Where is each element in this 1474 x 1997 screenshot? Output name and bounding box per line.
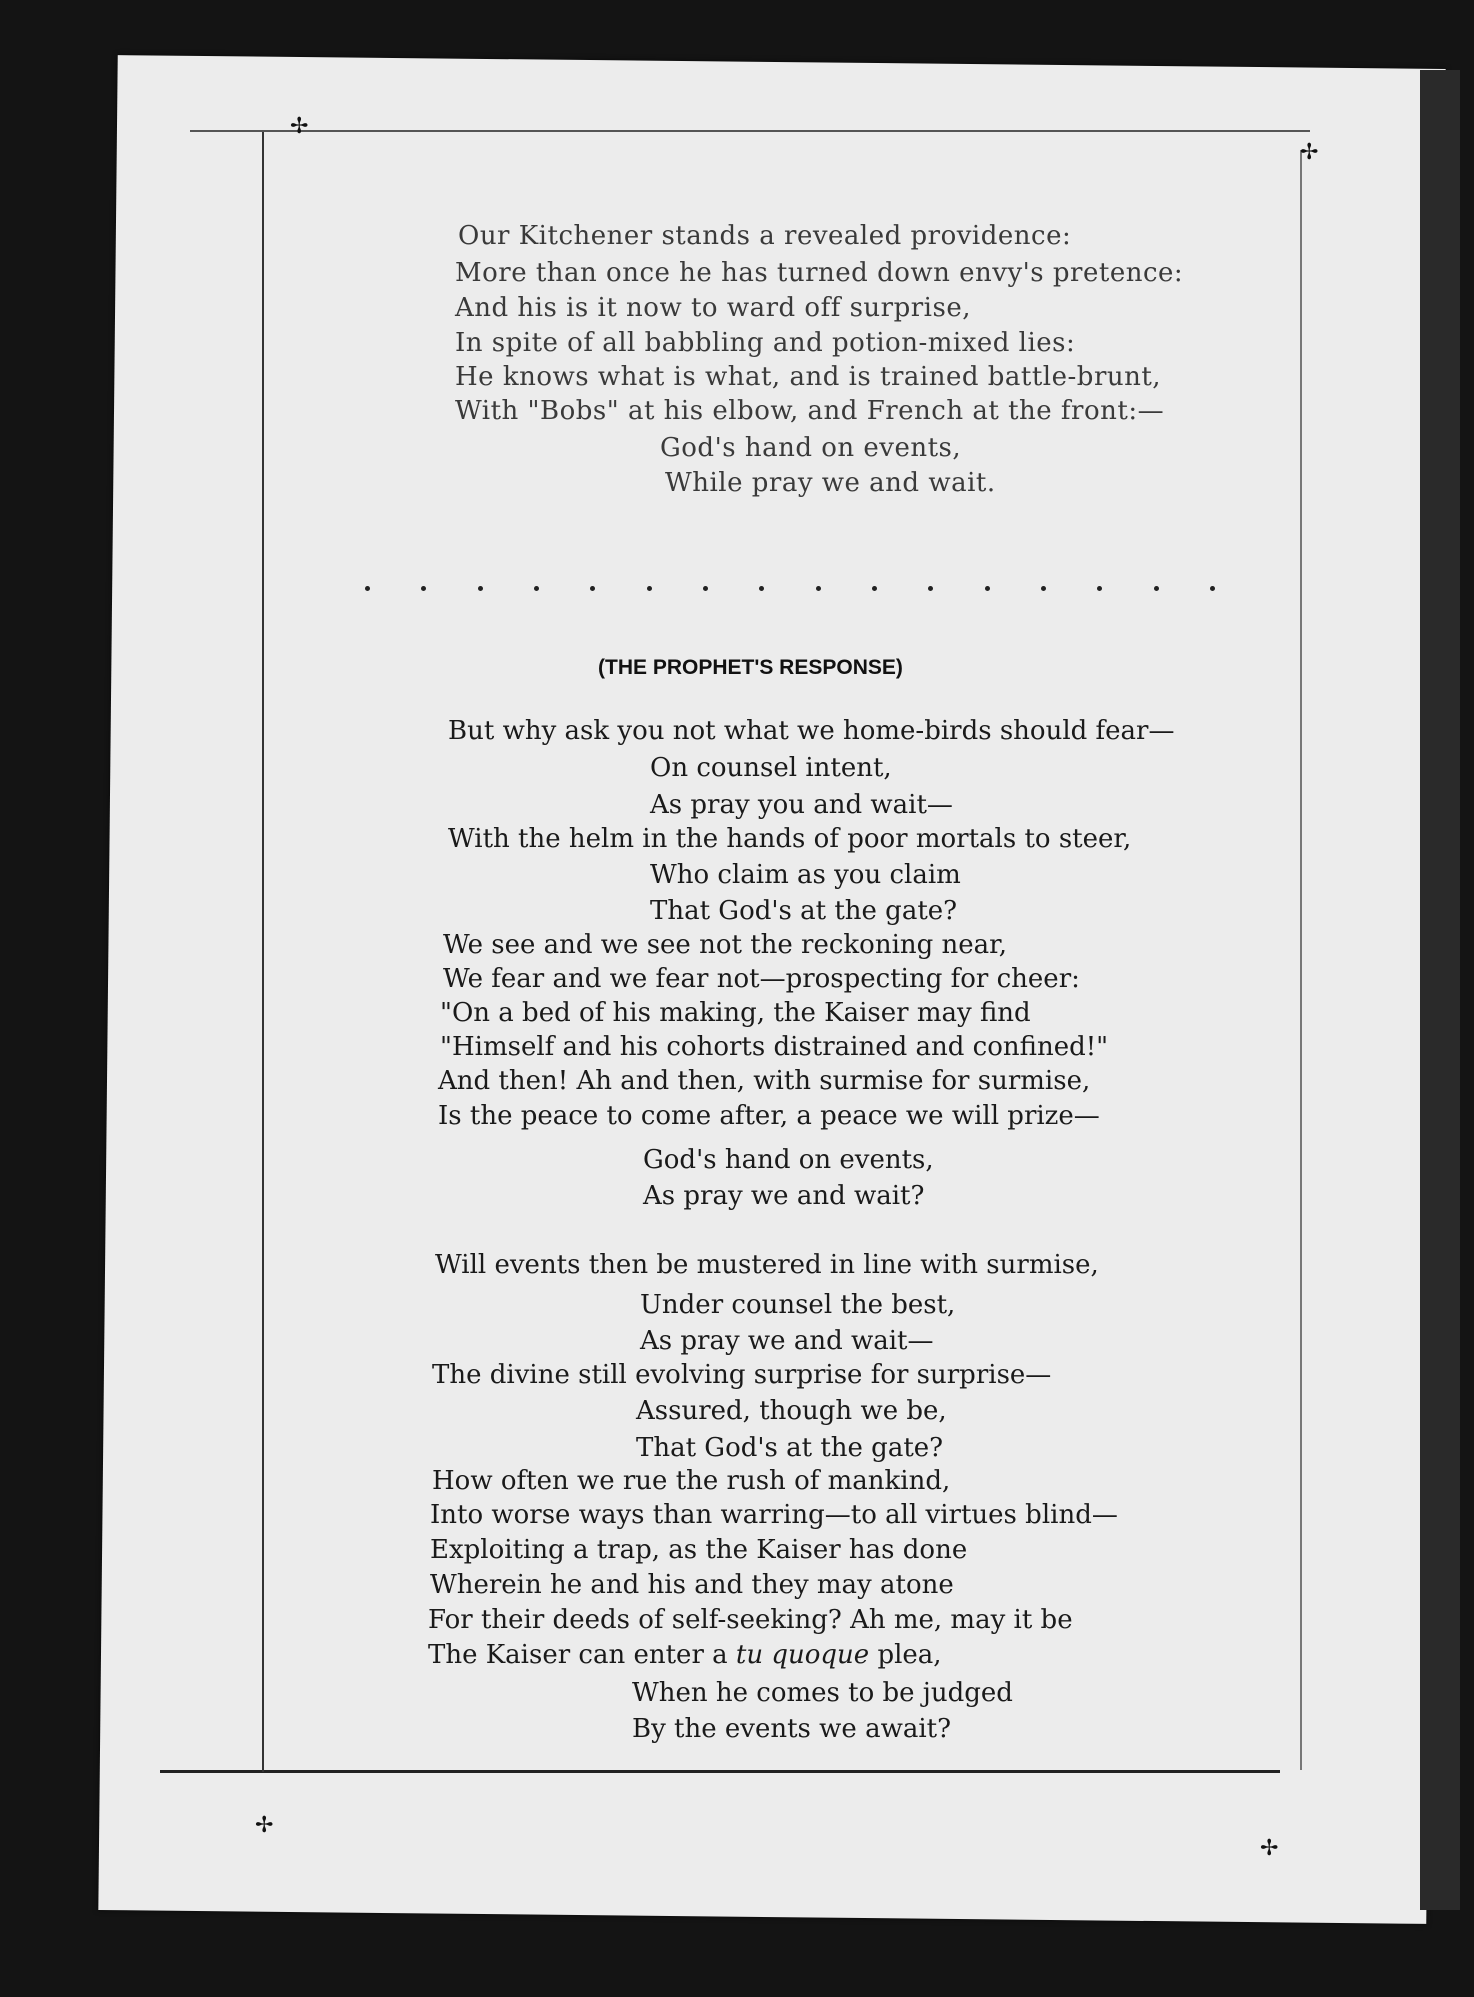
poem-line: "On a bed of his making, the Kaiser may find — [440, 998, 1031, 1028]
latin-phrase: tu quoque — [735, 1640, 870, 1670]
poem-line: We see and we see not the reckoning near, — [443, 930, 1008, 960]
poem-line: When he comes to be judged — [632, 1678, 1013, 1708]
frame-rule-top — [190, 130, 1310, 132]
poem-line: Who claim as you claim — [650, 860, 961, 890]
poem-text: The Kaiser can enter a — [428, 1640, 736, 1670]
section-heading: (THE PROPHET'S RESPONSE) — [598, 656, 903, 679]
poem-line: As pray you and wait— — [650, 790, 953, 820]
poem-line: God's hand on events, — [643, 1145, 934, 1175]
poem-line: That God's at the gate? — [636, 1433, 944, 1463]
corner-ornament-icon: ✢ — [1300, 140, 1319, 165]
poem-text: plea, — [869, 1640, 942, 1670]
adjacent-page-edge — [1420, 70, 1460, 1910]
poem-line: Under counsel the best, — [640, 1290, 956, 1320]
frame-rule-bottom — [160, 1770, 1280, 1773]
poem-line: While pray we and wait. — [665, 468, 996, 498]
poem-line: Is the peace to come after, a peace we will prize— — [438, 1101, 1100, 1131]
poem-line: And then! Ah and then, with surmise for surmise, — [438, 1066, 1091, 1096]
poem-line: More than once he has turned down envy's pretence: — [455, 258, 1184, 288]
poem-line: Into worse ways than warring—to all virtues blind— — [430, 1500, 1118, 1530]
poem-line: As pray we and wait— — [640, 1326, 934, 1356]
poem-line: With the helm in the hands of poor mortals to steer, — [448, 824, 1132, 854]
poem-line: We fear and we fear not—prospecting for cheer: — [443, 964, 1080, 994]
frame-rule-right — [1300, 150, 1302, 1770]
poem-line: Wherein he and his and they may atone — [430, 1570, 954, 1600]
corner-ornament-icon: ✢ — [1260, 1836, 1279, 1861]
dotted-separator — [365, 586, 1215, 591]
poem-line: Will events then be mustered in line with surmise, — [435, 1250, 1099, 1280]
poem-line: Assured, though we be, — [636, 1396, 947, 1426]
poem-line: And his is it now to ward off surprise, — [455, 293, 971, 323]
poem-line: On counsel intent, — [650, 753, 892, 783]
poem-line: For their deeds of self-seeking? Ah me, may it be — [428, 1605, 1073, 1635]
corner-ornament-icon: ✢ — [290, 114, 309, 139]
poem-line: Our Kitchener stands a revealed providence: — [458, 221, 1072, 251]
corner-ornament-icon: ✢ — [255, 1813, 274, 1838]
poem-line: The divine still evolving surprise for surprise— — [432, 1360, 1052, 1390]
poem-line: As pray we and wait? — [643, 1181, 925, 1211]
poem-line — [428, 1642, 942, 1668]
poem-line: How often we rue the rush of mankind, — [432, 1466, 951, 1496]
poem-line: God's hand on events, — [660, 433, 962, 463]
poem-line: He knows what is what, and is trained battle-brunt, — [455, 362, 1162, 392]
poem-line: With "Bobs" at his elbow, and French at the front:— — [455, 396, 1165, 426]
frame-rule-left — [262, 132, 264, 1772]
poem-line: But why ask you not what we home-birds should fear— — [448, 716, 1175, 746]
poem-line: In spite of all babbling and potion-mixed lies: — [455, 328, 1076, 358]
poem-line: Exploiting a trap, as the Kaiser has done — [430, 1535, 968, 1565]
poem-line: "Himself and his cohorts distrained and confined!" — [440, 1032, 1109, 1062]
poem-line: That God's at the gate? — [650, 896, 958, 926]
poem-line: By the events we await? — [632, 1714, 952, 1744]
